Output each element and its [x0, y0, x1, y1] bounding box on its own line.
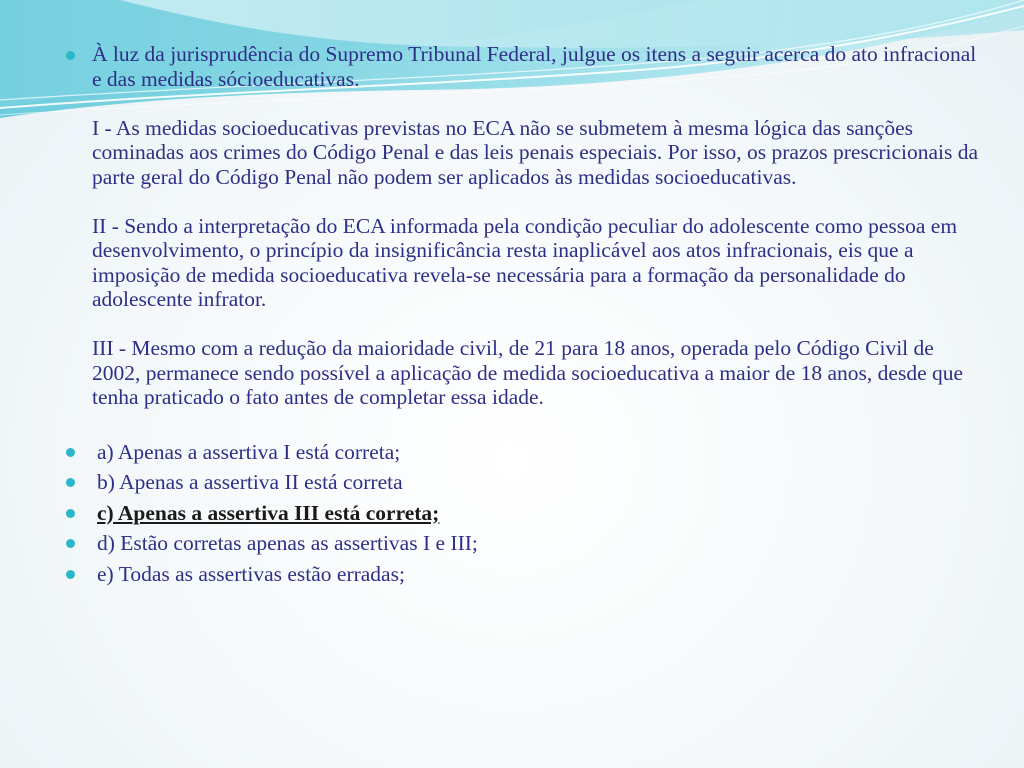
answer-options: [64, 440, 984, 593]
bullet-icon: [66, 51, 75, 60]
slide-content: [64, 42, 984, 592]
option-a: [64, 440, 984, 471]
question-intro: À luz da jurisprudência do Supremo Tribunal Federal, julgue os itens a seguir acerca do ato infracional e das medidas sócioeducativas.: [92, 42, 977, 91]
assertion-i: I - As medidas socioeducativas previstas no ECA não se submetem à mesma lógica das sanções cominadas aos crimes do Código Penal e das leis penais especiais. Por isso, os prazos prescricionais da parte geral do Código Penal não podem ser aplicados às medidas socioeducativas.: [92, 115, 979, 189]
option-c-correct: [64, 501, 984, 532]
option-c-label: c) Apenas a assertiva III está correta;: [97, 500, 440, 525]
bullet-icon: [66, 509, 75, 518]
option-b-label: b) Apenas a assertiva II está correta: [97, 470, 403, 494]
option-e-label: e) Todas as assertivas estão erradas;: [97, 561, 405, 586]
bullet-icon: [66, 539, 75, 548]
question-block: [64, 42, 984, 410]
bullet-icon: [66, 478, 75, 487]
option-d-label: d) Estão corretas apenas as assertivas I e III;: [97, 531, 478, 555]
assertion-ii: II - Sendo a interpretação do ECA informada pela condição peculiar do adolescente como pessoa em desenvolvimento, o princípio da insignificância resta inaplicável aos atos infracionais, eis que a imposição de medida socioeducativa revela-se necessária para a formação da personalidade do adolescente infrator.: [92, 213, 958, 311]
option-b: [64, 470, 984, 501]
option-a-label: a) Apenas a assertiva I está correta;: [97, 439, 401, 464]
bullet-icon: [66, 570, 75, 579]
bullet-icon: [66, 448, 75, 457]
assertion-iii: III - Mesmo com a redução da maioridade civil, de 21 para 18 anos, operada pelo Código Civil de 2002, permanece sendo possível a aplicação de medida socioeducativa a maior de 18 anos, desde que tenha praticado o fato antes de completar essa idade.: [92, 336, 964, 409]
option-e: [64, 562, 984, 593]
option-d: [64, 531, 984, 562]
